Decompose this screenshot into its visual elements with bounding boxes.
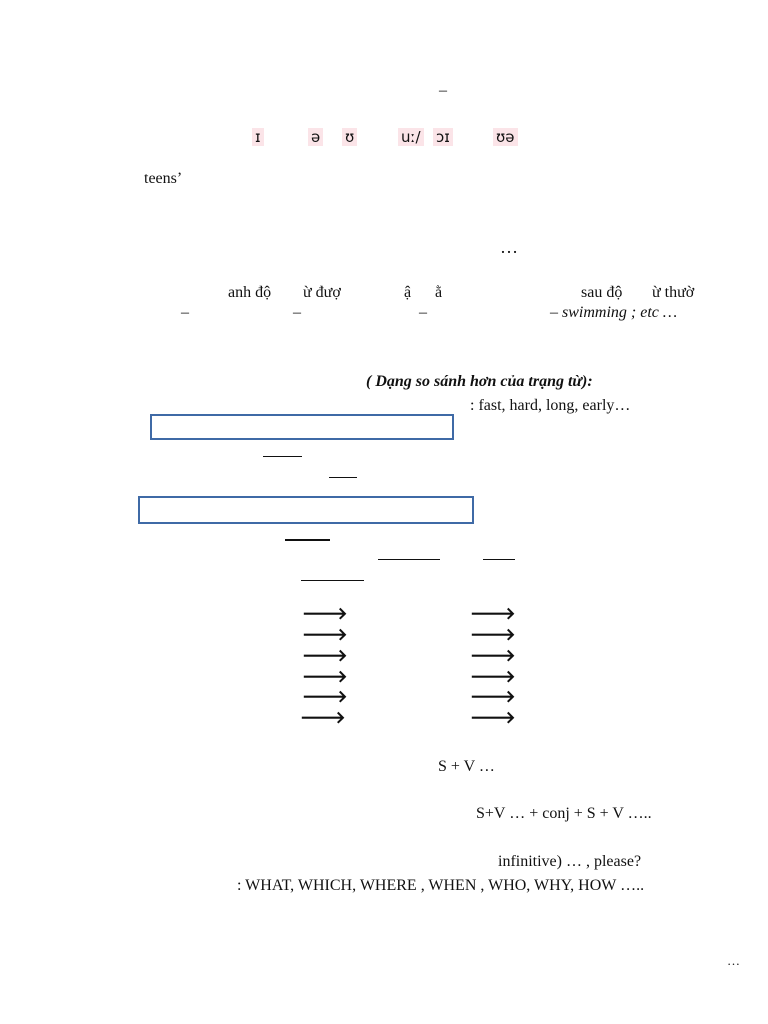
ipa-symbol-short-i: ɪ <box>252 128 264 146</box>
underline-5 <box>483 559 515 560</box>
comparative-heading: ( Dạng so sánh hơn của trạng từ): <box>366 373 593 390</box>
swimming-etc-text: – swimming ; etc … <box>550 304 678 321</box>
arrow-right-icon: 🡒 <box>300 708 346 728</box>
underline-6 <box>301 580 364 581</box>
ipa-symbol-ua: ʊə <box>493 128 518 146</box>
ellipsis-text: … <box>500 237 518 257</box>
arrow-right-icon: 🡒 <box>302 667 348 687</box>
fragment-a: ậ <box>404 284 412 301</box>
arrow-right-icon: 🡒 <box>302 604 348 624</box>
dash-2: – <box>293 304 301 321</box>
arrow-right-icon: 🡒 <box>470 625 516 645</box>
question-words: : WHAT, WHICH, WHERE , WHEN , WHO, WHY, HOW ….. <box>237 877 645 894</box>
arrow-right-icon: 🡒 <box>470 667 516 687</box>
ipa-symbol-oi: ɔɪ <box>433 128 453 146</box>
arrow-right-icon: 🡒 <box>302 625 348 645</box>
page-ellipsis: … <box>727 953 740 968</box>
formula-box-2 <box>138 496 474 524</box>
arrow-right-icon: 🡒 <box>302 687 348 707</box>
teens-text: teens’ <box>144 170 183 187</box>
underline-2 <box>329 477 357 478</box>
arrow-right-icon: 🡒 <box>470 687 516 707</box>
formula-s-v: S + V … <box>438 758 495 775</box>
fragment-tu-duoc: ừ đượ <box>303 284 341 301</box>
dash-1: – <box>181 304 189 321</box>
short-adverbs-list: : fast, hard, long, early… <box>470 397 631 414</box>
underline-3 <box>285 539 330 541</box>
top-dash: – <box>439 82 447 99</box>
underline-4 <box>378 559 440 560</box>
formula-box-1 <box>150 414 454 440</box>
fragment-tu-thuong: ừ thườ <box>652 284 695 301</box>
fragment-sau-do: sau độ <box>581 284 623 301</box>
arrow-right-icon: 🡒 <box>470 646 516 666</box>
fragment-ang: ằ <box>435 284 443 301</box>
ipa-symbol-schwa: ə <box>308 128 323 146</box>
underline-1 <box>263 456 302 457</box>
arrow-right-icon: 🡒 <box>302 646 348 666</box>
formula-conj: S+V … + conj + S + V ….. <box>476 805 652 822</box>
dash-3: – <box>419 304 427 321</box>
arrow-right-icon: 🡒 <box>470 604 516 624</box>
arrow-right-icon: 🡒 <box>470 708 516 728</box>
ipa-symbol-long-u: uː/ <box>398 128 424 146</box>
ipa-symbol-short-u: ʊ <box>342 128 357 146</box>
fragment-anh-do: anh độ <box>228 284 272 301</box>
infinitive-text: infinitive) … , please? <box>498 853 642 870</box>
